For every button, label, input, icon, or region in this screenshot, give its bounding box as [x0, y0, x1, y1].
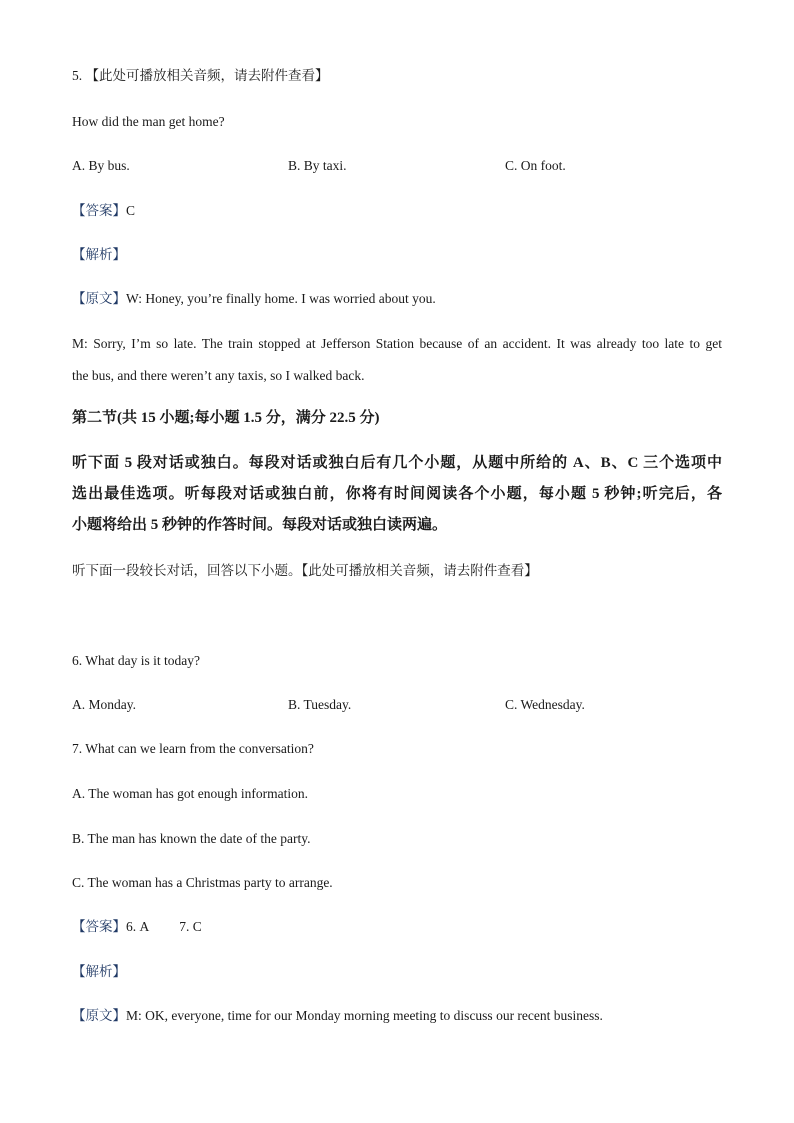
answer67-transcript: [72, 1009, 603, 1023]
answer-label: 【答案】: [72, 203, 126, 218]
answer67-transcript-label: 【原文】: [72, 1008, 126, 1023]
q5-transcript-w: [72, 292, 436, 306]
q5-answer: C: [126, 203, 136, 218]
q5-audio-note[interactable]: 【此处可播放相关音频，请去附件查看】: [85, 68, 329, 83]
answer67-a6: 6. A: [126, 919, 150, 934]
q6-option-a: A. Monday.: [72, 697, 136, 712]
section2-instruction-line2: 选出最佳选项。听每段对话或独白前，你将有时间阅读各个小题，每小题 5 秒钟;听完后，各: [72, 486, 722, 502]
transcript-w-text: W: Honey, you’re finally home. I was worried about you.: [126, 291, 436, 306]
q5-answer-line: [72, 204, 135, 218]
q5-analysis-label: 【解析】: [72, 247, 126, 262]
answer67-label: 【答案】: [72, 919, 126, 934]
section2-heading: 第二节(共 15 小题;每小题 1.5 分，满分 22.5 分): [72, 410, 380, 426]
q7-option-c: C. The woman has a Christmas party to arrange.: [72, 875, 333, 890]
q5-transcript-m-line2: the bus, and there weren’t any taxis, so I walked back.: [72, 368, 365, 383]
transcript-label: 【原文】: [72, 291, 126, 306]
q5-option-b: B. By taxi.: [288, 158, 347, 173]
q6-option-b: B. Tuesday.: [288, 697, 352, 712]
answer67-analysis-label: 【解析】: [72, 964, 126, 979]
answer67-line: [72, 920, 202, 934]
q5-transcript-m-line1: M: Sorry, I’m so late. The train stopped at Jefferson Station because of an accident. It was already too late to get: [72, 336, 722, 351]
q5-number: 5.: [72, 68, 83, 83]
section2-instruction-line3: 小题将给出 5 秒钟的作答时间。每段对话或独白读两遍。: [72, 517, 448, 533]
q5-option-a: A. By bus.: [72, 158, 130, 173]
answer67-a7: 7. C: [179, 919, 202, 934]
section2-instruction-line1: 听下面 5 段对话或独白。每段对话或独白后有几个小题，从题中所给的 A、B、C 三个选项中: [72, 455, 722, 471]
q6-option-c: C. Wednesday.: [505, 697, 585, 712]
q5-option-c: C. On foot.: [505, 158, 566, 173]
q7-option-b: B. The man has known the date of the party.: [72, 831, 311, 846]
q6-question: 6. What day is it today?: [72, 653, 200, 668]
answer67-transcript-text: M: OK, everyone, time for our Monday morning meeting to discuss our recent business.: [126, 1008, 603, 1023]
q5-question: How did the man get home?: [72, 114, 225, 129]
q5-header: [72, 69, 329, 83]
section2-listen-note[interactable]: 听下面一段较长对话，回答以下小题。【此处可播放相关音频，请去附件查看】: [72, 563, 538, 578]
q7-option-a: A. The woman has got enough information.: [72, 786, 308, 801]
q7-question: 7. What can we learn from the conversation?: [72, 741, 314, 756]
